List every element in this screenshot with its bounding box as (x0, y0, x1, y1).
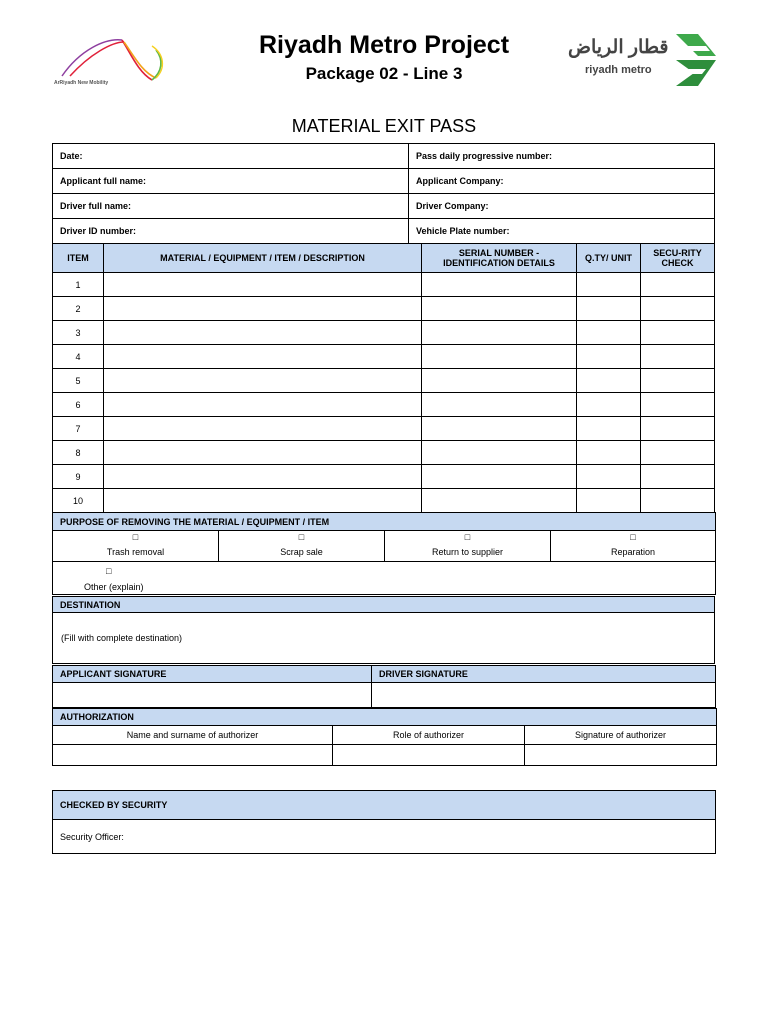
security-table (52, 790, 716, 854)
purpose-heading: PURPOSE OF REMOVING THE MATERIAL / EQUIPMENT / ITEM (53, 513, 716, 531)
table-row (53, 417, 715, 441)
driver-signature-field[interactable] (372, 683, 716, 708)
description-cell[interactable] (104, 441, 422, 465)
item-number: 10 (53, 489, 104, 513)
riyadh-metro-english: riyadh metro (585, 64, 652, 76)
security-cell[interactable] (641, 321, 715, 345)
description-cell[interactable] (104, 417, 422, 441)
left-logo-caption: ArRiyadh New Mobility (54, 80, 109, 86)
authorizer-role-header: Role of authorizer (333, 726, 525, 745)
qty-cell[interactable] (577, 369, 641, 393)
applicant-signature-heading: APPLICANT SIGNATURE (53, 666, 372, 683)
vehicle-plate-field[interactable] (409, 219, 715, 244)
serial-cell[interactable] (422, 345, 577, 369)
items-table (52, 243, 715, 513)
qty-cell[interactable] (577, 321, 641, 345)
authorizer-signature-header: Signature of authorizer (525, 726, 717, 745)
qty-cell[interactable] (577, 489, 641, 513)
serial-cell[interactable] (422, 321, 577, 345)
option-trash-removal[interactable] (53, 531, 219, 562)
driver-name-label: Driver full name: (60, 201, 132, 211)
serial-cell[interactable] (422, 273, 577, 297)
qty-cell[interactable] (577, 393, 641, 417)
serial-cell[interactable] (422, 489, 577, 513)
security-cell[interactable] (641, 441, 715, 465)
security-check-header: SECU-RITY CHECK (641, 244, 715, 273)
checkbox-icon[interactable]: □ (106, 566, 112, 576)
description-cell[interactable] (104, 321, 422, 345)
option-label: Trash removal (106, 547, 165, 557)
driver-id-field[interactable] (53, 219, 409, 244)
authorizer-role-field[interactable] (333, 745, 525, 766)
item-number: 9 (53, 465, 104, 489)
applicant-name-field[interactable] (53, 169, 409, 194)
riyadh-metro-arabic: قطار الرياض (568, 37, 669, 58)
checkbox-icon[interactable]: □ (464, 532, 471, 542)
signatures-table (52, 665, 716, 708)
security-cell[interactable] (641, 345, 715, 369)
serial-cell[interactable] (422, 441, 577, 465)
serial-cell[interactable] (422, 417, 577, 441)
applicant-name-label: Applicant full name: (60, 176, 147, 186)
security-cell[interactable] (641, 369, 715, 393)
table-row (53, 393, 715, 417)
authorization-heading: AUTHORIZATION (53, 709, 717, 726)
item-number: 5 (53, 369, 104, 393)
security-officer-label: Security Officer: (60, 831, 124, 842)
qty-cell[interactable] (577, 297, 641, 321)
qty-cell[interactable] (577, 417, 641, 441)
option-other-label: Other (explain) (84, 582, 144, 592)
option-other[interactable] (53, 562, 716, 595)
table-row (53, 369, 715, 393)
pass-number-field[interactable] (409, 144, 715, 169)
qty-cell[interactable] (577, 441, 641, 465)
description-cell[interactable] (104, 273, 422, 297)
serial-header: SERIAL NUMBER - IDENTIFICATION DETAILS (422, 244, 577, 273)
security-cell[interactable] (641, 297, 715, 321)
item-number: 4 (53, 345, 104, 369)
security-cell[interactable] (641, 273, 715, 297)
authorizer-name-header: Name and surname of authorizer (53, 726, 333, 745)
destination-heading: DESTINATION (53, 597, 715, 613)
option-return-to-supplier[interactable] (385, 531, 551, 562)
item-header: ITEM (53, 244, 104, 273)
serial-cell[interactable] (422, 369, 577, 393)
security-cell[interactable] (641, 465, 715, 489)
table-row (53, 273, 715, 297)
info-table (52, 143, 715, 244)
authorizer-name-field[interactable] (53, 745, 333, 766)
qty-cell[interactable] (577, 465, 641, 489)
option-scrap-sale[interactable] (219, 531, 385, 562)
vehicle-plate-label: Vehicle Plate number: (416, 226, 510, 236)
destination-table (52, 596, 715, 664)
description-header: MATERIAL / EQUIPMENT / ITEM / DESCRIPTION (104, 244, 422, 273)
applicant-signature-field[interactable] (53, 683, 372, 708)
security-cell[interactable] (641, 393, 715, 417)
page-subtitle: Package 02 - Line 3 (305, 64, 463, 83)
table-row (53, 297, 715, 321)
driver-company-label: Driver Company: (416, 201, 489, 211)
authorization-table (52, 708, 717, 766)
driver-signature-heading: DRIVER SIGNATURE (372, 666, 716, 683)
description-cell[interactable] (104, 345, 422, 369)
checkbox-icon[interactable]: □ (132, 532, 139, 542)
option-reparation[interactable] (551, 531, 716, 562)
driver-company-field[interactable] (409, 194, 715, 219)
table-row (53, 321, 715, 345)
description-cell[interactable] (104, 369, 422, 393)
checkbox-icon[interactable]: □ (630, 532, 636, 542)
table-row (53, 345, 715, 369)
option-label: Return to supplier (431, 547, 504, 557)
security-heading: CHECKED BY SECURITY (53, 791, 716, 820)
driver-name-field[interactable] (53, 194, 409, 219)
description-cell[interactable] (104, 393, 422, 417)
security-cell[interactable] (641, 417, 715, 441)
destination-hint: (Fill with complete destination) (61, 633, 183, 643)
item-number: 3 (53, 321, 104, 345)
description-cell[interactable] (104, 297, 422, 321)
document-title: MATERIAL EXIT PASS (291, 116, 477, 136)
purpose-table (52, 512, 716, 595)
item-number: 1 (53, 273, 104, 297)
pass-number-label: Pass daily progressive number: (416, 151, 553, 161)
authorizer-signature-field[interactable] (525, 745, 717, 766)
option-label: Scrap sale (280, 547, 323, 557)
table-row (53, 489, 715, 513)
page-title: Riyadh Metro Project (258, 31, 510, 59)
item-number: 6 (53, 393, 104, 417)
description-cell[interactable] (104, 465, 422, 489)
applicant-company-label: Applicant Company: (416, 176, 504, 186)
applicant-company-field[interactable] (409, 169, 715, 194)
checkbox-icon[interactable]: □ (298, 532, 305, 542)
qty-header: Q.TY/ UNIT (577, 244, 641, 273)
table-row (53, 465, 715, 489)
driver-id-label: Driver ID number: (60, 226, 137, 236)
table-row (53, 441, 715, 465)
option-label: Reparation (610, 547, 656, 557)
security-cell[interactable] (641, 489, 715, 513)
date-field[interactable] (53, 144, 409, 169)
serial-cell[interactable] (422, 465, 577, 489)
serial-cell[interactable] (422, 297, 577, 321)
qty-cell[interactable] (577, 273, 641, 297)
security-officer-field[interactable] (53, 820, 716, 854)
riyadh-metro-logo-icon (676, 34, 716, 86)
description-cell[interactable] (104, 489, 422, 513)
serial-cell[interactable] (422, 393, 577, 417)
item-number: 8 (53, 441, 104, 465)
destination-field[interactable] (53, 613, 715, 664)
qty-cell[interactable] (577, 345, 641, 369)
date-label: Date: (60, 151, 83, 161)
item-number: 7 (53, 417, 104, 441)
item-number: 2 (53, 297, 104, 321)
